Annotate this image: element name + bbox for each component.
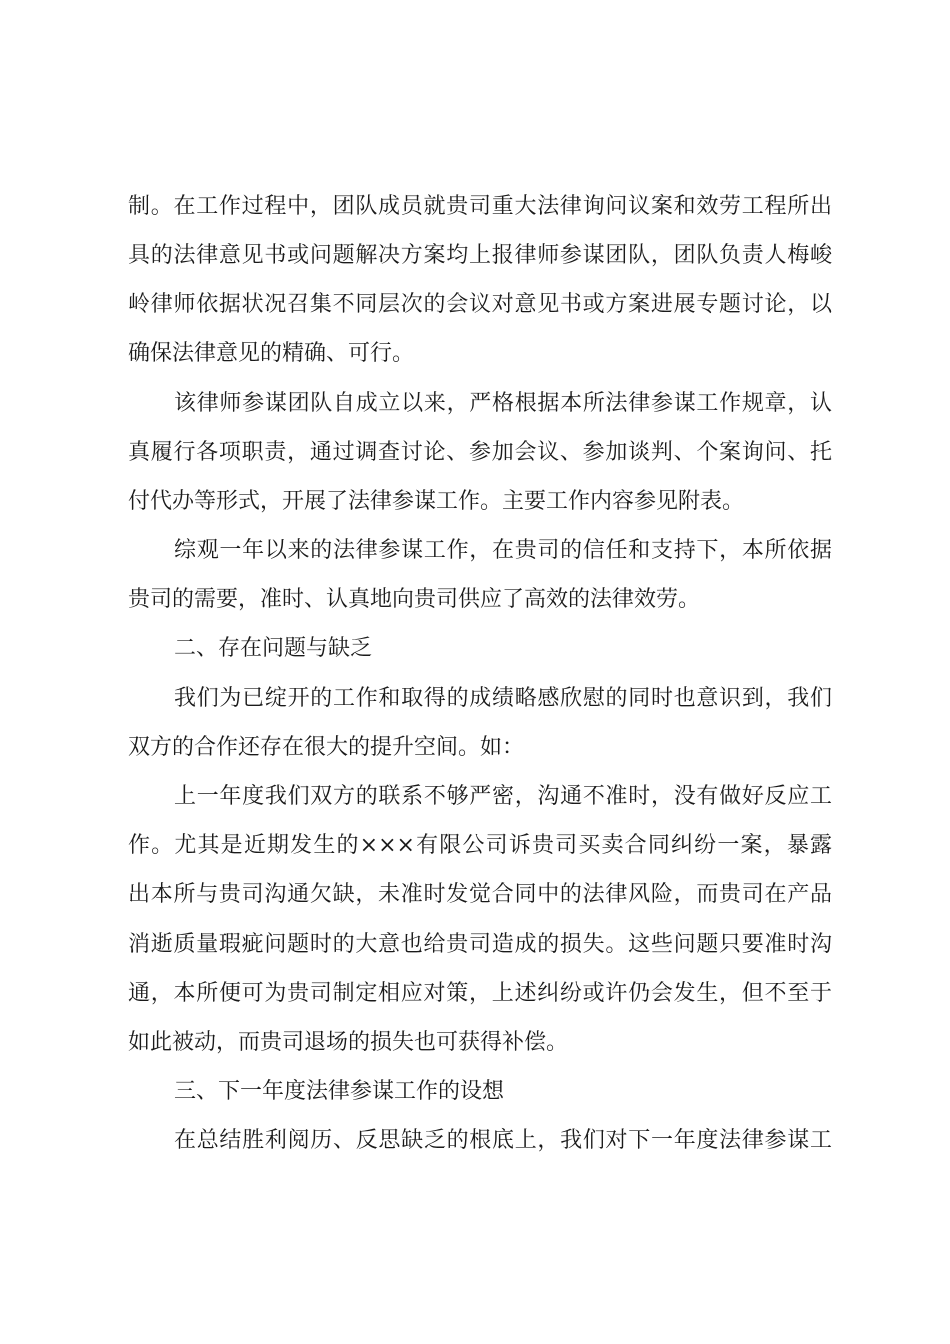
paragraph-line: 真履行各项职责，通过调查讨论、参加会议、参加谈判、个案询问、托: [128, 440, 832, 465]
paragraph-line: 确保法律意见的精确、可行。: [128, 341, 415, 366]
paragraph-line: 通，本所便可为贵司制定相应对策，上述纠纷或许仍会发生，但不至于: [128, 981, 832, 1006]
paragraph-line: 综观一年以来的法律参谋工作，在贵司的信任和支持下，本所依据: [174, 538, 832, 563]
paragraph-line: 该律师参谋团队自成立以来，严格根据本所法律参谋工作规章，认: [174, 391, 832, 416]
paragraph-line: 贵司的需要，准时、认真地向贵司供应了高效的法律效劳。: [128, 587, 701, 612]
paragraph-line: 我们为已绽开的工作和取得的成绩略感欣慰的同时也意识到，我们: [174, 686, 832, 711]
paragraph-line: 如此被动，而贵司退场的损失也可获得补偿。: [128, 1030, 569, 1055]
paragraph-line: 在总结胜利阅历、反思缺乏的根底上，我们对下一年度法律参谋工: [174, 1128, 832, 1153]
section-heading: 二、存在问题与缺乏: [174, 636, 373, 661]
paragraph-line: 上一年度我们双方的联系不够严密，沟通不准时，没有做好反应工: [174, 784, 832, 809]
paragraph-line: 双方的合作还存在很大的提升空间。如：: [128, 735, 525, 760]
paragraph-line: 岭律师依据状况召集不同层次的会议对意见书或方案进展专题讨论，以: [128, 292, 832, 317]
paragraph-line: 出本所与贵司沟通欠缺，未准时发觉合同中的法律风险，而贵司在产品: [128, 882, 832, 907]
paragraph-line: 付代办等形式，开展了法律参谋工作。主要工作内容参见附表。: [128, 489, 745, 514]
paragraph-line: 制。在工作过程中，团队成员就贵司重大法律询问议案和效劳工程所出: [128, 194, 832, 219]
section-heading: 三、下一年度法律参谋工作的设想: [174, 1079, 505, 1104]
paragraph-line: 消逝质量瑕疵问题时的大意也给贵司造成的损失。这些问题只要准时沟: [128, 932, 832, 957]
paragraph-line: 具的法律意见书或问题解决方案均上报律师参谋团队，团队负责人梅峻: [128, 243, 832, 268]
paragraph-line: 作。尤其是近期发生的×××有限公司诉贵司买卖合同纠纷一案，暴露: [128, 833, 832, 858]
